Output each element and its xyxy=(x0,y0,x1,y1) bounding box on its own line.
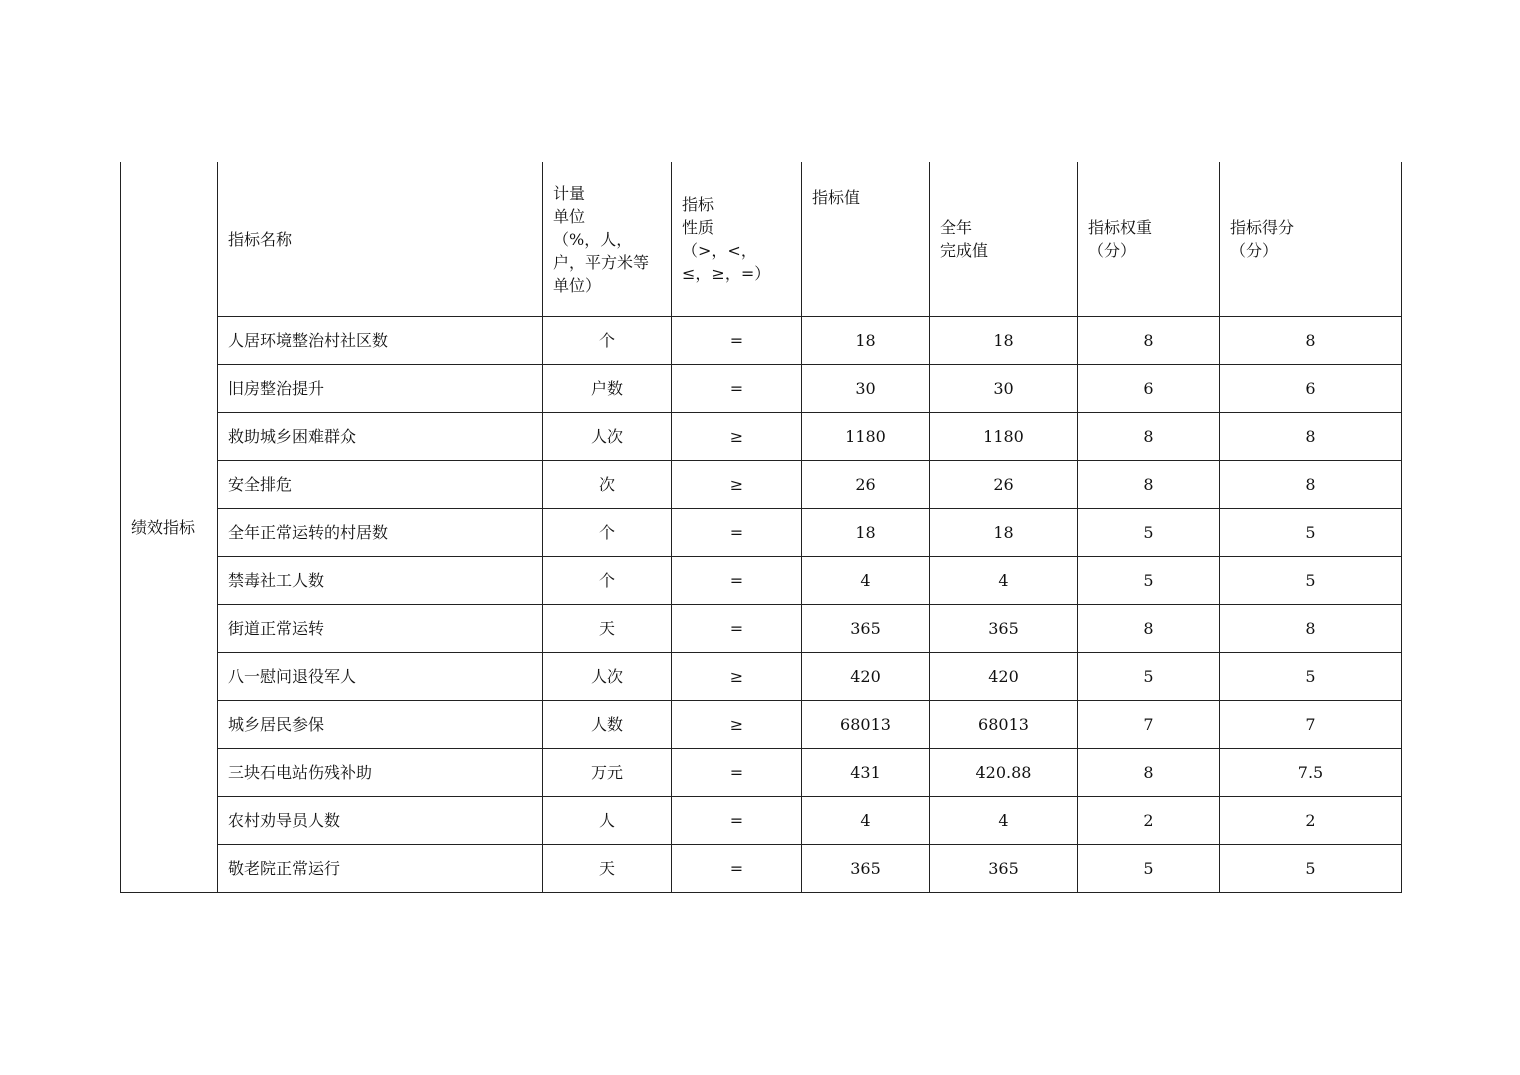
table-row xyxy=(121,317,1402,365)
table-row xyxy=(121,797,1402,845)
header-unit: 计量 单位 （%，人， 户，平方米等 单位） xyxy=(543,162,672,317)
indicator-nature: = xyxy=(672,509,802,557)
indicator-name: 城乡居民参保 xyxy=(218,701,543,749)
indicator-weight: 8 xyxy=(1078,605,1220,653)
indicator-weight: 8 xyxy=(1078,749,1220,797)
indicator-nature: = xyxy=(672,797,802,845)
indicator-actual: 420 xyxy=(930,653,1078,701)
indicator-score: 7 xyxy=(1220,701,1402,749)
indicator-actual: 420.88 xyxy=(930,749,1078,797)
indicator-actual: 1180 xyxy=(930,413,1078,461)
indicator-actual: 68013 xyxy=(930,701,1078,749)
indicator-nature: = xyxy=(672,557,802,605)
indicator-nature: ≥ xyxy=(672,701,802,749)
indicator-unit: 万元 xyxy=(543,749,672,797)
indicator-actual: 18 xyxy=(930,509,1078,557)
indicator-score: 7.5 xyxy=(1220,749,1402,797)
indicator-score: 5 xyxy=(1220,653,1402,701)
indicator-target: 30 xyxy=(802,365,930,413)
indicator-actual: 30 xyxy=(930,365,1078,413)
indicator-nature: = xyxy=(672,605,802,653)
table-row xyxy=(121,413,1402,461)
indicator-unit: 个 xyxy=(543,317,672,365)
indicator-nature: ≥ xyxy=(672,413,802,461)
indicator-unit: 个 xyxy=(543,509,672,557)
indicator-unit: 人 xyxy=(543,797,672,845)
header-target-value: 指标值 xyxy=(802,162,930,317)
indicator-actual: 26 xyxy=(930,461,1078,509)
header-row xyxy=(121,162,1402,317)
indicator-actual: 4 xyxy=(930,797,1078,845)
indicator-nature: ≥ xyxy=(672,461,802,509)
table-row xyxy=(121,749,1402,797)
table-row xyxy=(121,605,1402,653)
table-row xyxy=(121,845,1402,893)
indicator-name: 禁毒社工人数 xyxy=(218,557,543,605)
indicator-target: 68013 xyxy=(802,701,930,749)
indicator-name: 八一慰问退役军人 xyxy=(218,653,543,701)
indicator-weight: 5 xyxy=(1078,509,1220,557)
indicator-score: 5 xyxy=(1220,845,1402,893)
indicator-target: 431 xyxy=(802,749,930,797)
indicator-target: 18 xyxy=(802,509,930,557)
indicator-unit: 个 xyxy=(543,557,672,605)
category-label: 绩效指标 xyxy=(131,517,196,537)
indicator-weight: 2 xyxy=(1078,797,1220,845)
header-nature: 指标 性质 （>，<， ≤，≥，=） xyxy=(672,162,802,317)
indicator-unit: 天 xyxy=(543,605,672,653)
table-row xyxy=(121,557,1402,605)
indicator-name: 安全排危 xyxy=(218,461,543,509)
indicator-weight: 8 xyxy=(1078,461,1220,509)
indicator-weight: 8 xyxy=(1078,317,1220,365)
indicator-name: 人居环境整治村社区数 xyxy=(218,317,543,365)
indicator-score: 6 xyxy=(1220,365,1402,413)
indicator-weight: 5 xyxy=(1078,557,1220,605)
indicator-unit: 次 xyxy=(543,461,672,509)
indicator-target: 420 xyxy=(802,653,930,701)
indicator-weight: 7 xyxy=(1078,701,1220,749)
header-score: 指标得分 （分） xyxy=(1220,162,1402,317)
table-body xyxy=(121,162,1402,893)
indicator-actual: 365 xyxy=(930,845,1078,893)
indicator-unit: 天 xyxy=(543,845,672,893)
indicator-nature: = xyxy=(672,749,802,797)
indicator-name: 救助城乡困难群众 xyxy=(218,413,543,461)
indicator-target: 1180 xyxy=(802,413,930,461)
indicator-name: 街道正常运转 xyxy=(218,605,543,653)
indicator-unit: 人次 xyxy=(543,413,672,461)
performance-indicator-table xyxy=(120,162,1402,893)
indicator-actual: 4 xyxy=(930,557,1078,605)
indicator-actual: 18 xyxy=(930,317,1078,365)
indicator-target: 4 xyxy=(802,797,930,845)
table-row xyxy=(121,365,1402,413)
indicator-score: 8 xyxy=(1220,461,1402,509)
indicator-name: 三块石电站伤残补助 xyxy=(218,749,543,797)
header-actual-value: 全年 完成值 xyxy=(930,162,1078,317)
indicator-name: 敬老院正常运行 xyxy=(218,845,543,893)
indicator-unit: 户数 xyxy=(543,365,672,413)
table-row xyxy=(121,509,1402,557)
indicator-weight: 6 xyxy=(1078,365,1220,413)
indicator-nature: = xyxy=(672,845,802,893)
header-weight: 指标权重 （分） xyxy=(1078,162,1220,317)
indicator-score: 5 xyxy=(1220,509,1402,557)
indicator-nature: = xyxy=(672,317,802,365)
header-indicator-name: 指标名称 xyxy=(218,162,543,317)
category-cell xyxy=(121,162,218,893)
indicator-weight: 5 xyxy=(1078,845,1220,893)
indicator-name: 旧房整治提升 xyxy=(218,365,543,413)
indicator-actual: 365 xyxy=(930,605,1078,653)
indicator-score: 2 xyxy=(1220,797,1402,845)
indicator-unit: 人次 xyxy=(543,653,672,701)
indicator-target: 365 xyxy=(802,845,930,893)
indicator-score: 8 xyxy=(1220,413,1402,461)
indicator-score: 8 xyxy=(1220,605,1402,653)
indicator-score: 8 xyxy=(1220,317,1402,365)
table-row xyxy=(121,653,1402,701)
indicator-nature: ≥ xyxy=(672,653,802,701)
table-row xyxy=(121,461,1402,509)
indicator-target: 26 xyxy=(802,461,930,509)
indicator-nature: = xyxy=(672,365,802,413)
indicator-unit: 人数 xyxy=(543,701,672,749)
indicator-score: 5 xyxy=(1220,557,1402,605)
indicator-target: 365 xyxy=(802,605,930,653)
table-row xyxy=(121,701,1402,749)
indicator-target: 4 xyxy=(802,557,930,605)
indicator-name: 农村劝导员人数 xyxy=(218,797,543,845)
indicator-target: 18 xyxy=(802,317,930,365)
indicator-name: 全年正常运转的村居数 xyxy=(218,509,543,557)
indicator-weight: 5 xyxy=(1078,653,1220,701)
indicator-weight: 8 xyxy=(1078,413,1220,461)
